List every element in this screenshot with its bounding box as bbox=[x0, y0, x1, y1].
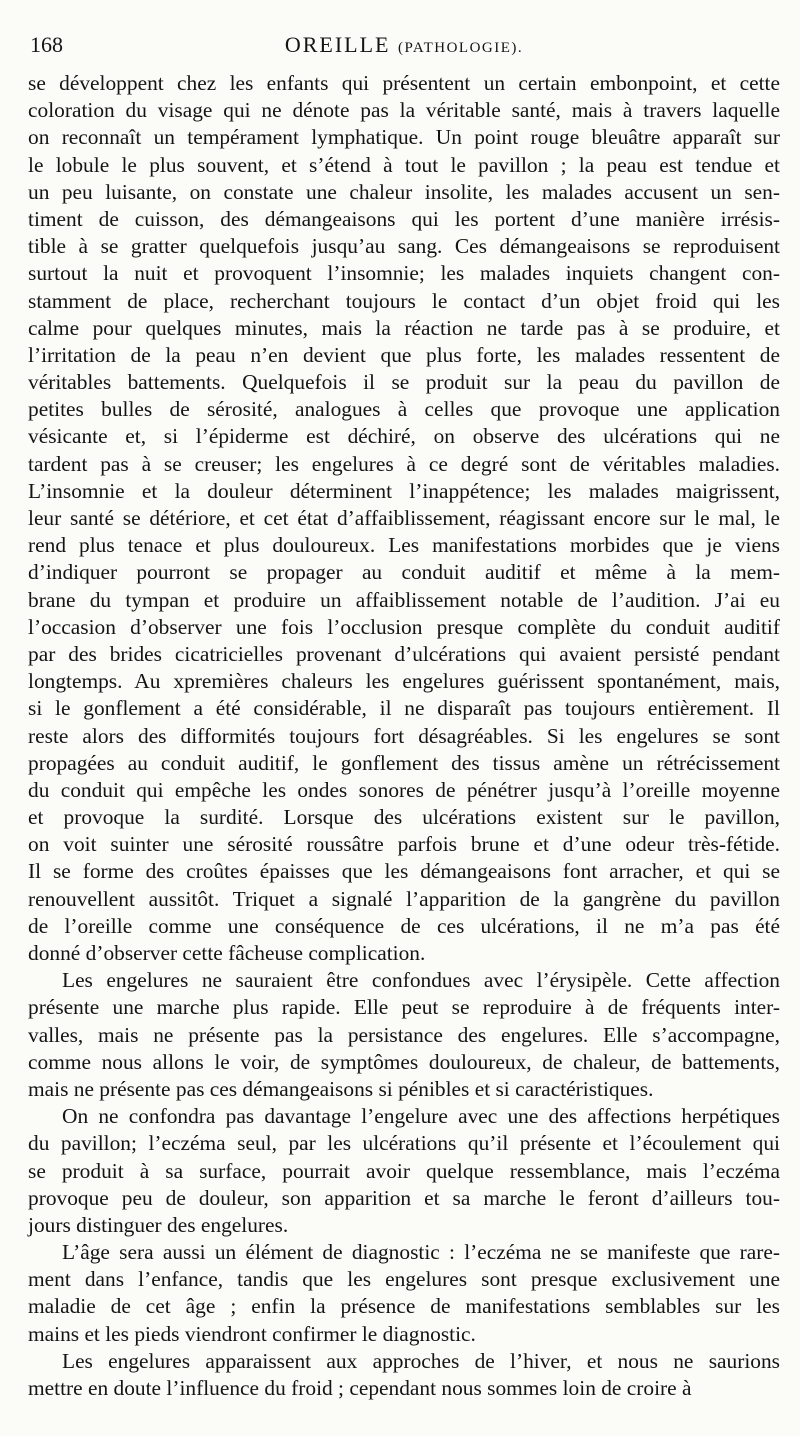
text-line: L’insomnie et la douleur déterminent l’inappétence; les malades maigrissent, bbox=[28, 478, 780, 503]
text-line: mettre en doute l’influence du froid ; cependant nous sommes loin de croire à bbox=[28, 1376, 692, 1400]
text-line: un peu luisante, on constate une chaleur insolite, les malades accusent un sen- bbox=[28, 179, 780, 204]
text-line: on reconnaît un tempérament lymphatique. Un point rouge bleuâtre apparaît sur bbox=[28, 125, 780, 150]
text-line: jours distinguer des engelures. bbox=[28, 1212, 289, 1237]
text-line: stamment de place, recherchant toujours le contact d’un objet froid qui les bbox=[28, 288, 780, 313]
text-line: propagées au conduit auditif, le gonflement des tissus amène un rétrécissement bbox=[28, 750, 780, 775]
text-line: leur santé se détériore, et cet état d’affaiblissement, réagissant encore sur le mal, le bbox=[28, 506, 780, 530]
text-line: le lobule le plus souvent, et s’étend à tout le pavillon ; la peau est tendue et bbox=[28, 152, 780, 177]
text-line: comme nous allons le voir, de symptômes douloureux, de chaleur, de battements, bbox=[28, 1049, 780, 1074]
text-line: se produit à sa surface, pourrait avoir quelque ressemblance, mais l’eczéma bbox=[28, 1158, 780, 1183]
text-line: renouvellent aussitôt. Triquet a signalé l’apparition de la gangrène du pavillon bbox=[28, 886, 780, 911]
text-line: provoque peu de douleur, son apparition et sa marche le feront d’ailleurs tou- bbox=[28, 1185, 780, 1210]
paragraph bbox=[28, 1239, 780, 1348]
text-line: maladie de cet âge ; enfin la présence de manifestations semblables sur les bbox=[28, 1294, 780, 1319]
text-line: du pavillon; l’eczéma seul, par les ulcérations qu’il présente et l’écoulement qui bbox=[28, 1131, 780, 1156]
text-line: présente une marche plus rapide. Elle peut se reproduire à de fréquents inter- bbox=[28, 995, 780, 1020]
text-line: L’âge sera aussi un élément de diagnostic : l’eczéma ne se manifeste que rare- bbox=[62, 1240, 780, 1265]
text-line: brane du tympan et produire un affaiblissement notable de l’audition. J’ai eu bbox=[28, 587, 780, 612]
text-line: véritables battements. Quelquefois il se produit sur la peau du pavillon de bbox=[28, 370, 780, 395]
page-number: 168 bbox=[30, 32, 63, 57]
text-line: du conduit qui empêche les ondes sonores de pénétrer jusqu’à l’oreille moyenne bbox=[28, 777, 780, 802]
text-line: on voit suinter une sérosité roussâtre parfois brune et d’une odeur très-fétide. bbox=[28, 832, 780, 857]
text-line: Il se forme des croûtes épaisses que les démangeaisons font arracher, et qui se bbox=[28, 859, 780, 884]
text-line: coloration du visage qui ne dénote pas la véritable santé, mais à travers laquelle bbox=[28, 98, 780, 123]
text-line: timent de cuisson, des démangeaisons qui les portent d’une manière irrésis- bbox=[28, 206, 780, 231]
text-line: de l’oreille comme une conséquence de ces ulcérations, il ne m’a pas été bbox=[28, 913, 780, 938]
text-line: se développent chez les enfants qui présentent un certain embonpoint, et cette bbox=[28, 71, 780, 95]
text-line: mais ne présente pas ces démangeaisons si pénibles et si caractéristiques. bbox=[28, 1076, 654, 1101]
text-line: Les engelures apparaissent aux approches de l’hiver, et nous ne saurions bbox=[62, 1348, 780, 1373]
text-line: ment dans l’enfance, tandis que les engelures sont presque exclusivement une bbox=[28, 1267, 780, 1292]
text-line: tible à se gratter quelquefois jusqu’au sang. Ces démangeaisons se reproduisent bbox=[28, 234, 780, 259]
text-line: et provoque la surdité. Lorsque des ulcérations existent sur le pavillon, bbox=[28, 805, 780, 830]
paragraph bbox=[28, 70, 780, 967]
running-head bbox=[30, 30, 778, 60]
text-line: l’occasion d’observer une fois l’occlusion presque complète du conduit auditif bbox=[28, 614, 780, 639]
text-line: On ne confondra pas davantage l’engelure avec une des affections herpétiques bbox=[62, 1104, 780, 1129]
running-title bbox=[30, 30, 778, 63]
text-line: surtout la nuit et provoquent l’insomnie; les malades inquiets changent con- bbox=[28, 261, 780, 286]
body-text bbox=[28, 70, 780, 1402]
text-line: si le gonflement a été considérable, il ne disparaît pas toujours entièrement. Il bbox=[28, 696, 780, 721]
text-line: rend plus tenace et plus douloureux. Les manifestations morbides que je viens bbox=[28, 533, 780, 558]
running-title-sub: (PATHOLOGIE). bbox=[397, 40, 524, 56]
text-line: par des brides cicatricielles provenant d’ulcérations qui avaient persisté pendant bbox=[28, 641, 780, 666]
running-title-main: OREILLE bbox=[284, 32, 391, 57]
text-line: Les engelures ne sauraient être confondues avec l’érysipèle. Cette affection bbox=[62, 968, 780, 993]
paragraph bbox=[28, 967, 780, 1103]
text-line: donné d’observer cette fâcheuse complication. bbox=[28, 941, 426, 965]
text-line: reste alors des difformités toujours fort désagréables. Si les engelures se sont bbox=[28, 723, 780, 748]
text-line: d’indiquer pourront se propager au conduit auditif et même à la mem- bbox=[28, 560, 780, 585]
text-line: longtemps. Au xpremières chaleurs les engelures guérissent spontanément, mais, bbox=[28, 669, 780, 694]
text-line: calme pour quelques minutes, mais la réaction ne tarde pas à se produire, et bbox=[28, 315, 780, 340]
text-line: l’irritation de la peau n’en devient que plus forte, les malades ressentent de bbox=[28, 342, 780, 367]
text-line: valles, mais ne présente pas la persistance des engelures. Elle s’accompagne, bbox=[28, 1022, 780, 1047]
paragraph bbox=[28, 1103, 780, 1239]
text-line: vésicante et, si l’épiderme est déchiré, on observe des ulcérations qui ne bbox=[28, 424, 780, 449]
text-line: tardent pas à se creuser; les engelures à ce degré sont de véritables maladies. bbox=[28, 451, 780, 476]
text-line: mains et les pieds viendront confirmer le diagnostic. bbox=[28, 1321, 476, 1346]
paragraph bbox=[28, 1348, 780, 1402]
text-line: petites bulles de sérosité, analogues à celles que provoque une application bbox=[28, 397, 780, 422]
